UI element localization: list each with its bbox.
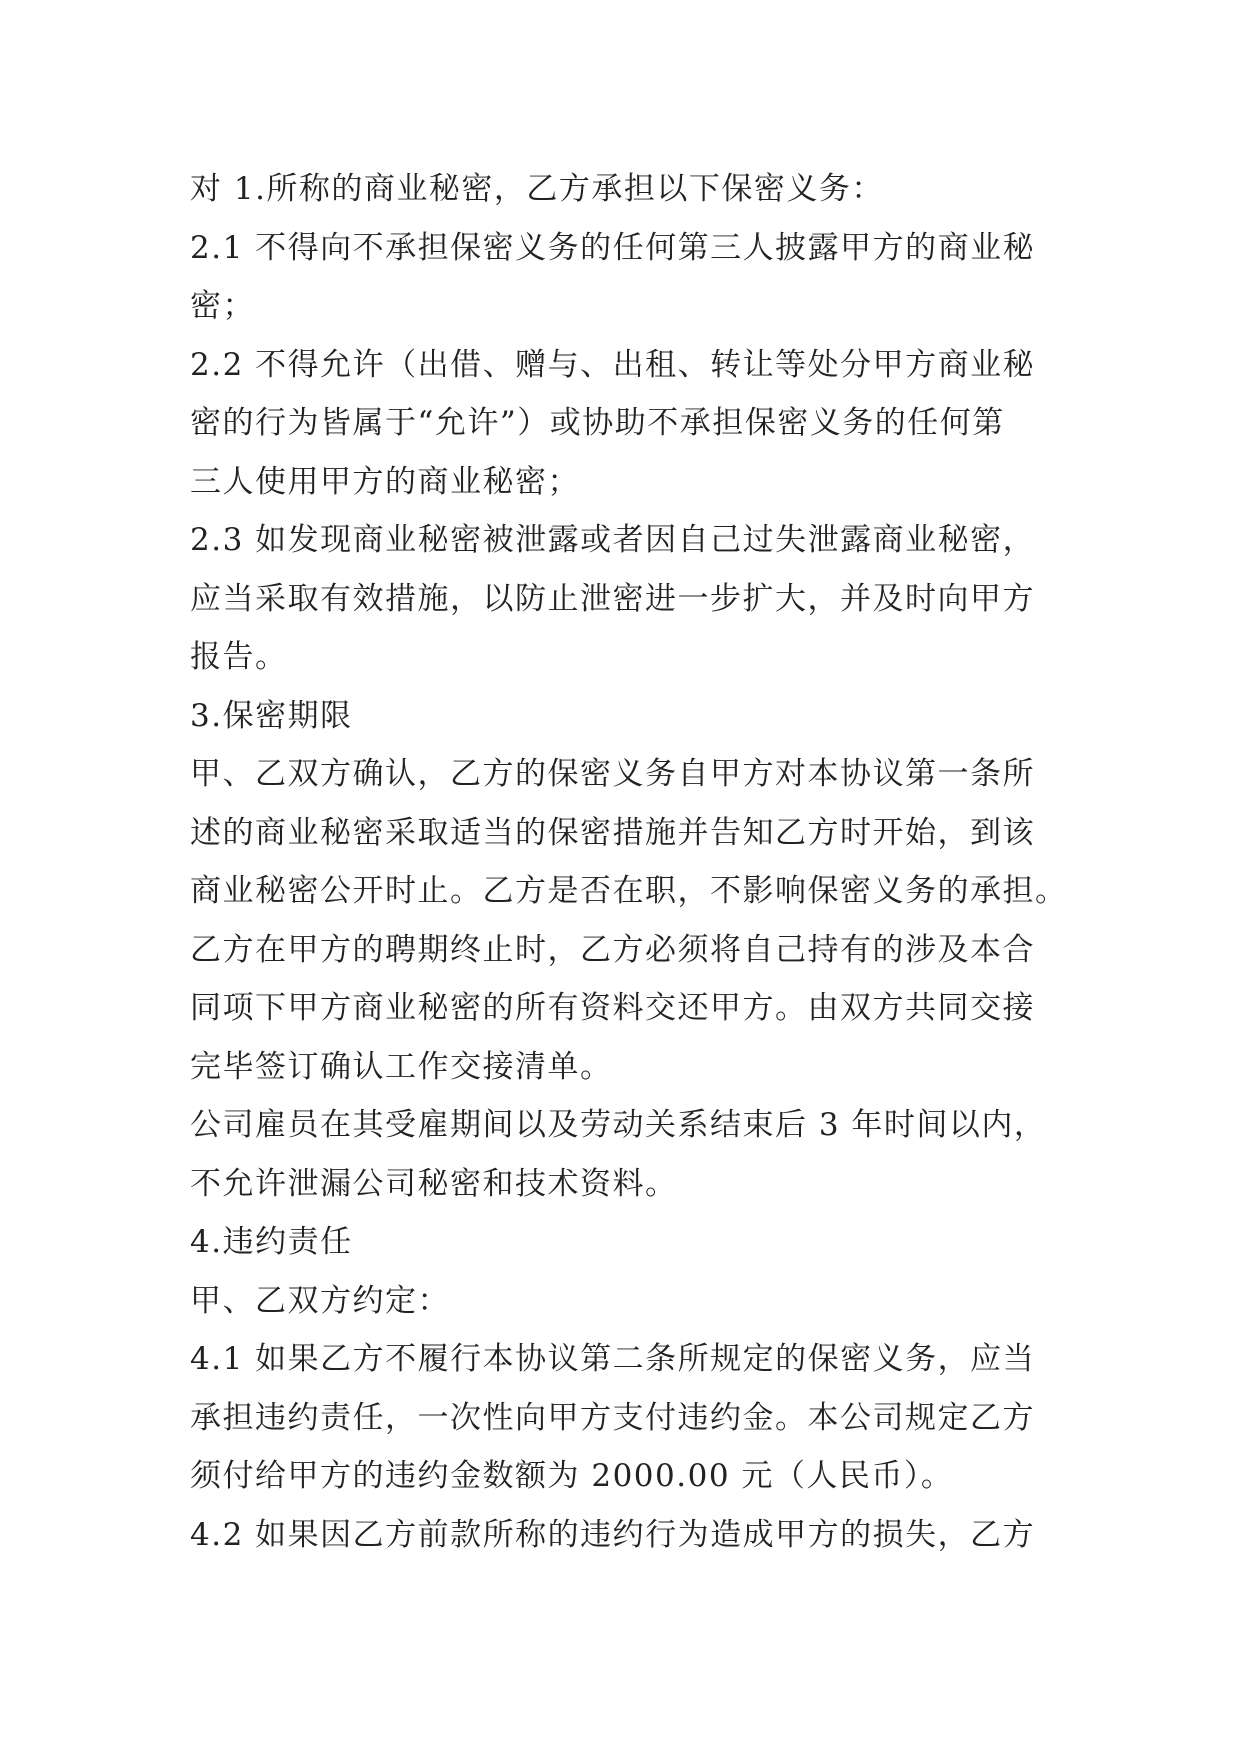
text-line: 不允许泄漏公司秘密和技术资料。 bbox=[190, 1165, 678, 1202]
text-line: 承担违约责任，一次性向甲方支付违约金。本公司规定乙方 bbox=[190, 1399, 1035, 1436]
text-line: 公司雇员在其受雇期间以及劳动关系结束后 3 年时间以内， bbox=[190, 1107, 1047, 1143]
text-line: 同项下甲方商业秘密的所有资料交还甲方。由双方共同交接 bbox=[190, 990, 1035, 1026]
text-line: 对 1.所称的商业秘密，乙方承担以下保密义务： bbox=[190, 171, 884, 207]
text-line: 商业秘密公开时止。乙方是否在职，不影响保密义务的承担。 bbox=[190, 873, 1068, 909]
text-line: 4.2 如果因乙方前款所称的违约行为造成甲方的损失，乙方 bbox=[190, 1516, 1036, 1553]
text-line: 应当采取有效措施，以防止泄密进一步扩大，并及时向甲方 bbox=[190, 580, 1035, 617]
section-heading: 4.违约责任 bbox=[190, 1224, 353, 1260]
text-line: 密； bbox=[190, 288, 255, 324]
text-line: 报告。 bbox=[190, 639, 288, 675]
text-line: 述的商业秘密采取适当的保密措施并告知乙方时开始，到该 bbox=[190, 814, 1035, 851]
text-line: 甲、乙双方约定： bbox=[190, 1282, 450, 1319]
text-line: 密的行为皆属于“允许”）或协助不承担保密义务的任何第 bbox=[190, 405, 1005, 441]
text-line: 乙方在甲方的聘期终止时，乙方必须将自己持有的涉及本合 bbox=[190, 931, 1035, 968]
text-line: 4.1 如果乙方不履行本协议第二条所规定的保密义务，应当 bbox=[190, 1341, 1036, 1377]
text-line: 三人使用甲方的商业秘密； bbox=[190, 463, 580, 500]
document-body bbox=[190, 160, 1070, 1564]
text-line: 完毕签订确认工作交接清单。 bbox=[190, 1048, 613, 1085]
text-line: 2.1 不得向不承担保密义务的任何第三人披露甲方的商业秘 bbox=[190, 229, 1036, 266]
text-line: 2.2 不得允许（出借、赠与、出租、转让等处分甲方商业秘 bbox=[190, 346, 1036, 383]
text-line: 2.3 如发现商业秘密被泄露或者因自己过失泄露商业秘密， bbox=[190, 522, 1036, 558]
section-heading: 3.保密期限 bbox=[190, 697, 353, 734]
text-line: 须付给甲方的违约金数额为 2000.00 元（人民币）。 bbox=[190, 1458, 954, 1494]
text-line: 甲、乙双方确认，乙方的保密义务自甲方对本协议第一条所 bbox=[190, 756, 1035, 792]
